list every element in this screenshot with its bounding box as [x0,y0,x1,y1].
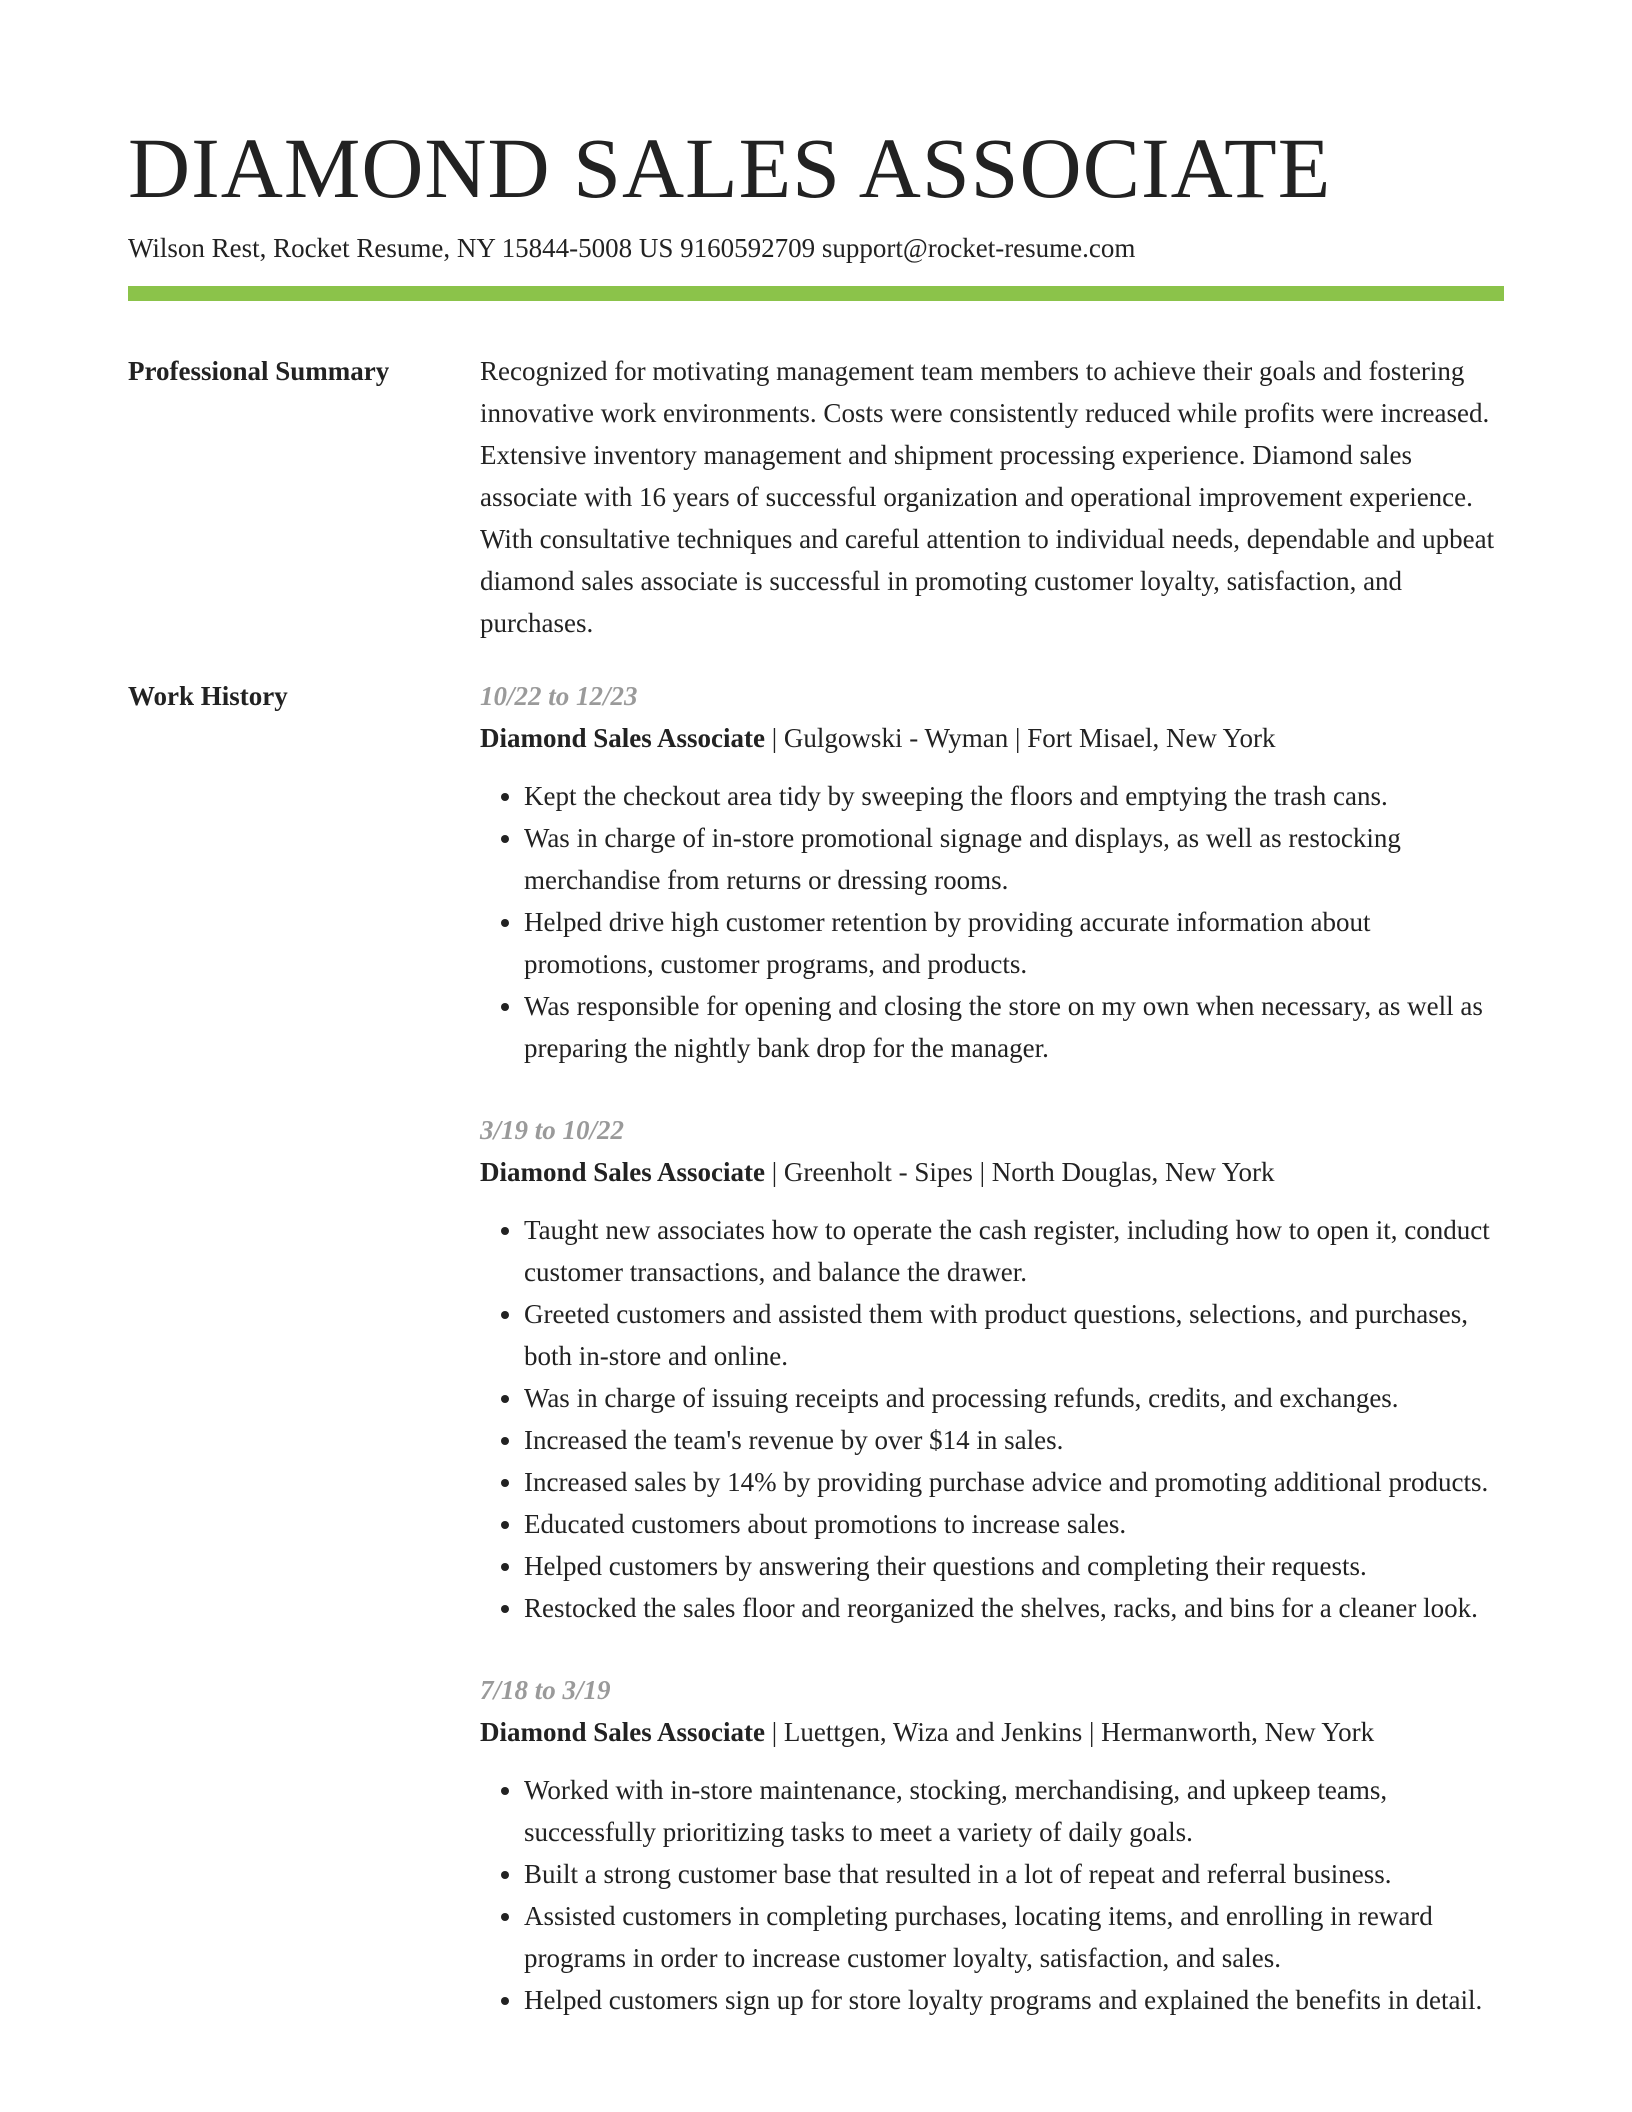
job-bullet: • Helped customers sign up for store loyalty programs and explained the benefits in detail. [524,1979,1504,2021]
contact-line: Wilson Rest, Rocket Resume, NY 15844-5008 US 9160592709 support@rocket-resume.com [128,233,1136,263]
job-bullet: • Restocked the sales floor and reorganized the shelves, racks, and bins for a cleaner look. [524,1587,1504,1629]
resume-title: DIAMOND SALES ASSOCIATE [128,120,1332,216]
job-bullet: • Was in charge of issuing receipts and processing refunds, credits, and exchanges. [524,1377,1504,1419]
job-bullet: • Helped customers by answering their questions and completing their requests. [524,1545,1504,1587]
job-title: Diamond Sales Associate [480,1157,766,1187]
job-bullet: • Kept the checkout area tidy by sweeping the floors and emptying the trash cans. [524,775,1504,817]
work-history-list [480,675,1504,2061]
job-title-line [480,1151,1504,1193]
job-bullets [480,775,1504,1069]
job-bullet: • Helped drive high customer retention by providing accurate information about promotions, customer programs, and products. [524,901,1504,985]
job-bullet: • Assisted customers in completing purchases, locating items, and enrolling in reward programs in order to increase customer loyalty, satisfaction, and sales. [524,1895,1504,1979]
summary-text: Recognized for motivating management team members to achieve their goals and fostering innovative work environments. Costs were consistently reduced while profits were increased. Extensive inventory management and shipment processing experience. Diamond sales associate with 16 years of successful organization and operational improvement experience. With consultative techniques and careful attention to individual needs, dependable and upbeat diamond sales associate is successful in promoting customer loyalty, satisfaction, and purchases. [480,356,1495,638]
job-bullet: • Was responsible for opening and closing the store on my own when necessary, as well as preparing the nightly bank drop for the manager. [524,985,1504,1069]
job-bullet: • Was in charge of in-store promotional signage and displays, as well as restocking merchandise from returns or dressing rooms. [524,817,1504,901]
job-bullet: • Educated customers about promotions to increase sales. [524,1503,1504,1545]
job-title: Diamond Sales Associate [480,1717,766,1747]
job-entry [480,675,1504,1069]
job-dates: 10/22 to 12/23 [480,681,638,711]
job-title: Diamond Sales Associate [480,723,766,753]
job-bullets [480,1209,1504,1629]
job-company-location: | Greenholt - Sipes | North Douglas, New York [765,1157,1275,1187]
job-dates: 7/18 to 3/19 [480,1675,611,1705]
job-bullet: • Increased the team's revenue by over $14 in sales. [524,1419,1504,1461]
job-company-location: | Gulgowski - Wyman | Fort Misael, New York [765,723,1276,753]
job-bullet: • Greeted customers and assisted them with product questions, selections, and purchases, both in-store and online. [524,1293,1504,1377]
summary-body [480,350,1504,644]
header-divider [128,286,1504,301]
job-bullet: • Increased sales by 14% by providing purchase advice and promoting additional products. [524,1461,1504,1503]
job-title-line [480,1711,1504,1753]
job-bullet: • Worked with in-store maintenance, stocking, merchandising, and upkeep teams, successfully prioritizing tasks to meet a variety of daily goals. [524,1769,1504,1853]
job-dates: 3/19 to 10/22 [480,1115,625,1145]
section-label-work-history: Work History [128,681,288,711]
job-entry [480,1669,1504,2021]
job-entry [480,1109,1504,1629]
job-company-location: | Luettgen, Wiza and Jenkins | Hermanworth, New York [765,1717,1375,1747]
job-bullet: • Built a strong customer base that resulted in a lot of repeat and referral business. [524,1853,1504,1895]
job-title-line [480,717,1504,759]
section-label-summary: Professional Summary [128,356,390,386]
job-bullet: • Taught new associates how to operate the cash register, including how to open it, conduct customer transactions, and balance the drawer. [524,1209,1504,1293]
job-bullets [480,1769,1504,2021]
